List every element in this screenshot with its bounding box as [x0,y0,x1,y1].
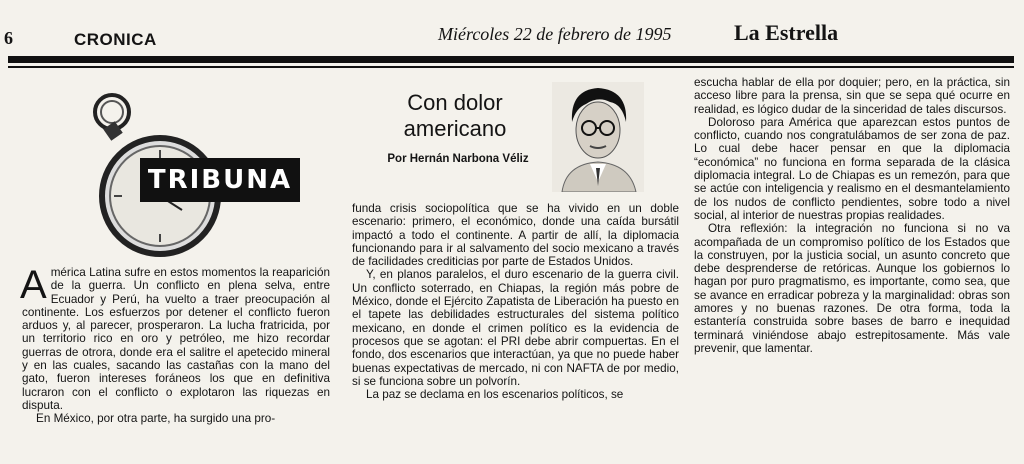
column-label: TRIBUNA [140,158,300,202]
paragraph: Doloroso para América que aparezcan estos puntos de conflicto, cuando nos congratulábamos de ser zona de paz. Lo cual debe hacer pensar en que la diplomacia “económica” no funciona en forma separada de la clásica diplomacia integral. Lo de Chiapas es un remezón, para que se actúe con inteligencia y realismo en el desmantelamiento de los nudos de conflicto pendientes, sobre todo a nivel social, al interior de nuestras propias realidades. [694,115,1010,222]
header-rule-thick [8,56,1014,63]
section-name: CRONICA [74,30,157,49]
paragraph: La paz se declama en los escenarios políticos, se [366,388,624,402]
paragraph: Y, en planos paralelos, el duro escenario de la guerra civil. Un conflicto soterrado, en Chiapas, la región más pobre de México, donde el Ejército Zapatista de Liberación ha puesto en el tapete las debilidades estructurales del sistema político mexicano, en donde el crimen político es la evidencia de procesos que se agotan: el PRI debe abrir compuertas. En el fondo, dos escenarios que interactúan, ya que no puede haber buenas expectativas de mercado, ni con NAFTA de por medio, si se funciona sobre un polvorín. [352,268,679,388]
article-column-1 [20,263,330,426]
author-portrait [552,82,644,192]
header-rule-thin [8,66,1014,68]
paragraph: Otra reflexión: la integración no funciona si no va acompañada de un compromiso político de los Estados que la construyen, por la justicia social, un asunto concreto que debe desprenderse de retóricas. Aunque los gobiernos lo hagan por puro pragmatismo, es importante, como sea, que se avance en erradicar pobreza y la marginalidad: obras son amores y no buenas razones. De otra forma, toda la estantería construida sobre bases de barro e inequidad terminará viniéndose abajo estrepitosamente. Más vale prevenir, que lamentar. [694,222,1010,355]
newspaper-name: La Estrella [734,20,839,45]
paragraph: escucha hablar de ella por doquier; pero, en la práctica, sin acceso libre para la prensa, sin que se sepa qué ocurre en realidad, es lógico dudar de la sinceridad de tales discursos. [694,76,1010,116]
paragraph: funda crisis sociopolítica que se ha vivido en un doble escenario: primero, el económico, donde una caída bursátil impactó a todo el continente. A partir de allí, la diplomacia funcionando para ir al salvamento del socio mexicano a través de facilidades crediticias por parte de Estados Unidos. [352,202,679,269]
paragraph: En México, por otra parte, ha surgido una pro- [36,412,276,426]
article-column-3 [694,76,1010,355]
article-author: Por Hernán Narbona Véliz [387,153,529,165]
drop-cap: A [20,263,47,307]
article-column-2 [352,202,679,401]
page-number: 6 [4,28,13,48]
article-title: Con dolor americano [403,90,507,141]
issue-date: Miércoles 22 de febrero de 1995 [438,24,672,44]
paragraph: América Latina sufre en estos momentos la reaparición de la guerra. Un conflicto en plena selva, entre Ecuador y Perú, ha vuelto a traer preocupación al continente. Los esfuerzos por detener el conflicto fueron arduos y, al parecer, prosperaron. La lucha fratricida, por un territorio rico en oro y petróleo, me hizo recordar guerras de otrora, donde era el salitre el apetecido mineral y en las cuales, sacando las castañas con la mano del gato, fueron intereses foráneos los que en definitiva lucraron con el conflicto o explotaron las riquezas en disputa. [20,263,330,412]
